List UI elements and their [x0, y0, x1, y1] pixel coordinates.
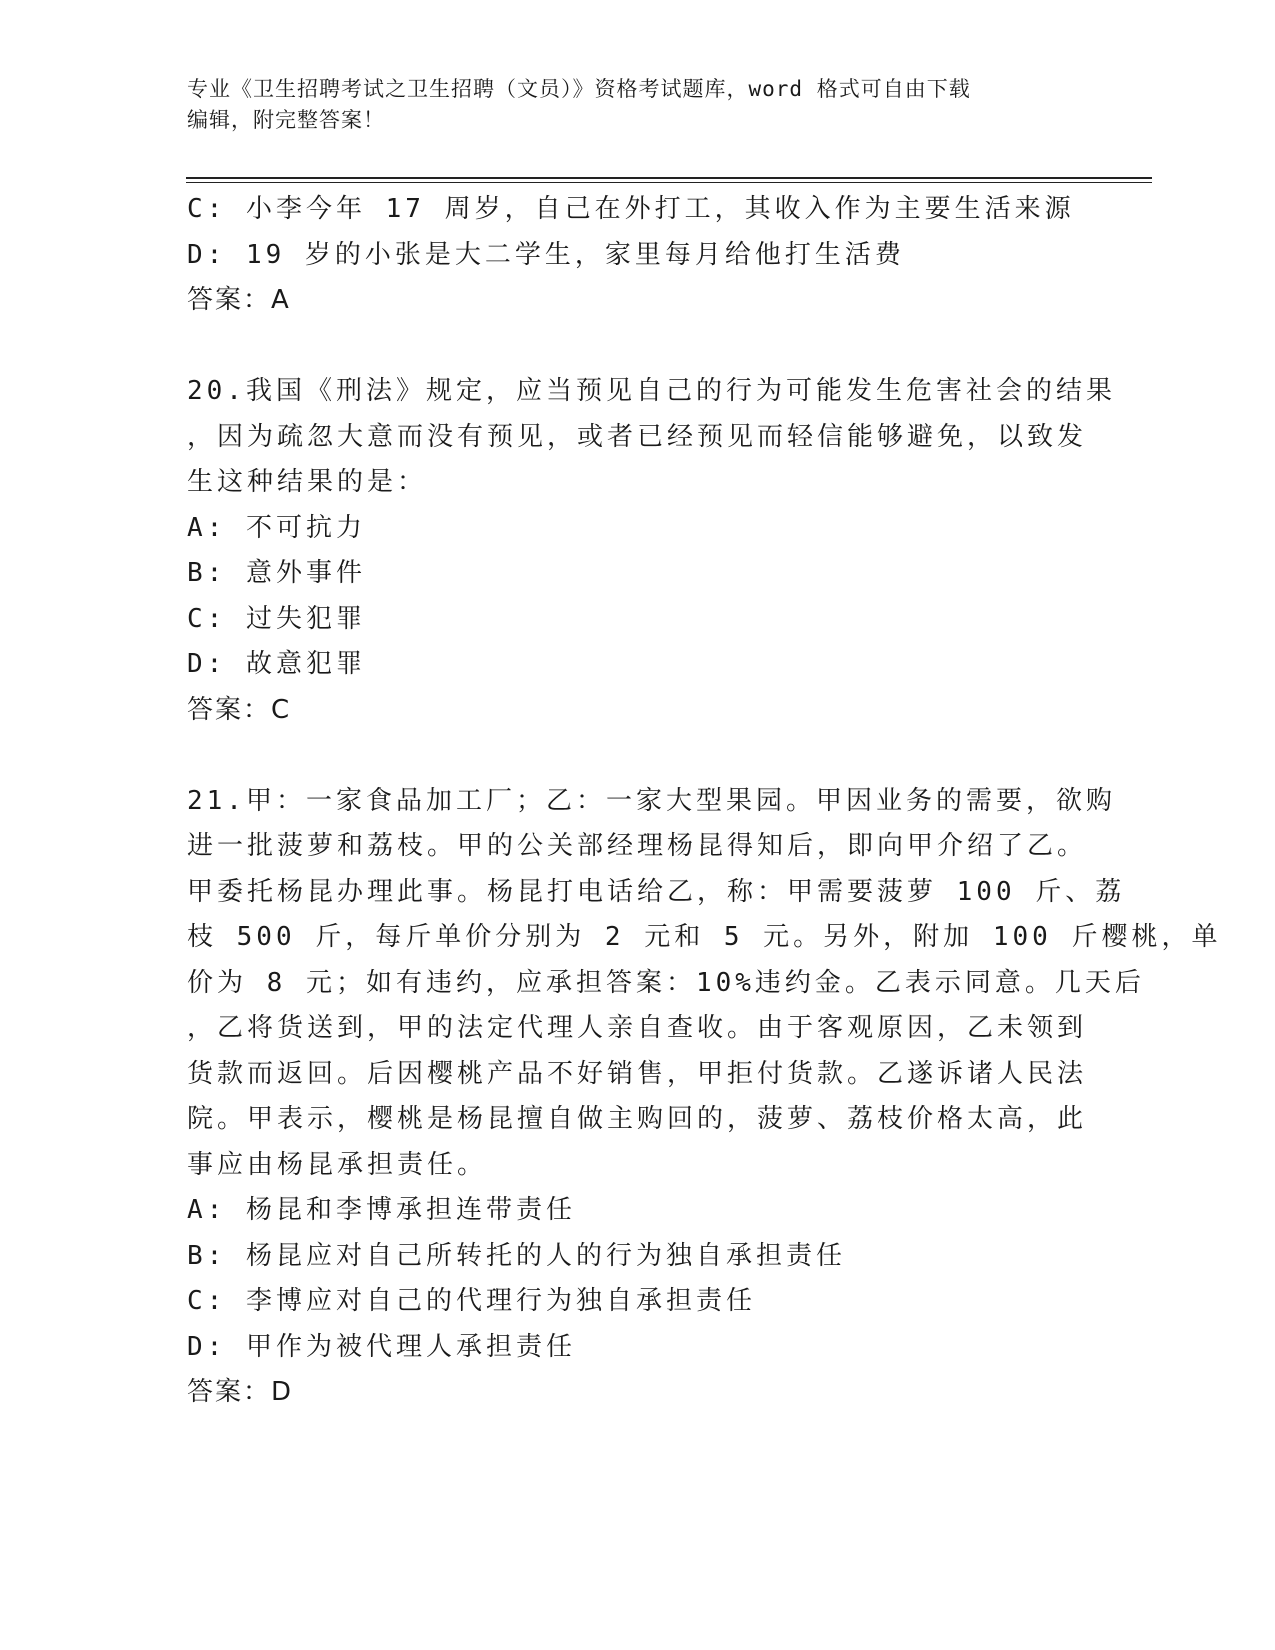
option-a: A: 杨昆和李博承担连带责任 [187, 1195, 576, 1225]
spacer [187, 733, 1087, 779]
question-text-line: ，因为疏忽大意而没有预见，或者已经预见而轻信能够避免，以致发 [187, 421, 1088, 452]
header-line-1: 专业《卫生招聘考试之卫生招聘（文员）》资格考试题库，word 格式可自由下载 [187, 77, 971, 101]
question-text-line: 价为 8 元；如有违约，应承担答案：10%违约金。乙表示同意。几天后 [187, 967, 1145, 998]
question-text-line: ，乙将货送到，甲的法定代理人亲自查收。由于客观原因，乙未领到 [187, 1013, 1088, 1043]
option-c: C: 小李今年 17 周岁，自己在外打工，其收入作为主要生活来源 [187, 194, 1075, 224]
spacer [187, 324, 1087, 370]
previous-question-tail [187, 187, 1087, 324]
option-c: C: 李博应对自己的代理行为独自承担责任 [187, 1286, 756, 1316]
option-a: A: 不可抗力 [187, 512, 366, 543]
question-text-line: 生这种结果的是： [187, 467, 428, 497]
answer-line: 答案：D [187, 1377, 294, 1407]
option-d: D: 甲作为被代理人承担责任 [187, 1331, 576, 1362]
header-divider [186, 177, 1152, 183]
option-b: B: 杨昆应对自己所转托的人的行为独自承担责任 [187, 1240, 846, 1271]
question-text-line: 进一批菠萝和荔枝。甲的公关部经理杨昆得知后，即向甲介绍了乙。 [187, 831, 1088, 861]
header-line-2: 编辑，附完整答案！ [187, 108, 385, 132]
option-c: C: 过失犯罪 [187, 603, 366, 634]
option-d: D: 故意犯罪 [187, 649, 366, 679]
question-text-line: 20.我国《刑法》规定，应当预见自己的行为可能发生危害社会的结果 [187, 376, 1116, 406]
answer-line: 答案：C [187, 694, 292, 725]
question-text-line: 院。甲表示，樱桃是杨昆擅自做主购回的，菠萝、荔枝价格太高，此 [187, 1104, 1088, 1134]
question-20 [187, 369, 1116, 733]
question-text-line: 枝 500 斤，每斤单价分别为 2 元和 5 元。另外，附加 100 斤樱桃，单 [187, 922, 1222, 952]
question-text-line: 货款而返回。后因樱桃产品不好销售，甲拒付货款。乙遂诉诸人民法 [187, 1058, 1088, 1089]
question-21 [187, 779, 1222, 1416]
question-text-line: 甲委托杨昆办理此事。杨昆打电话给乙，称：甲需要菠萝 100 斤、荔 [187, 876, 1126, 907]
document-header [187, 74, 1067, 136]
document-body [187, 187, 1222, 1416]
option-b: B: 意外事件 [187, 558, 366, 588]
option-d: D: 19 岁的小张是大二学生，家里每月给他打生活费 [187, 239, 905, 270]
question-text-line: 事应由杨昆承担责任。 [187, 1149, 488, 1180]
question-text-line: 21.甲：一家食品加工厂；乙：一家大型果园。甲因业务的需要，欲购 [187, 785, 1116, 816]
answer-line: 答案：A [187, 285, 291, 315]
